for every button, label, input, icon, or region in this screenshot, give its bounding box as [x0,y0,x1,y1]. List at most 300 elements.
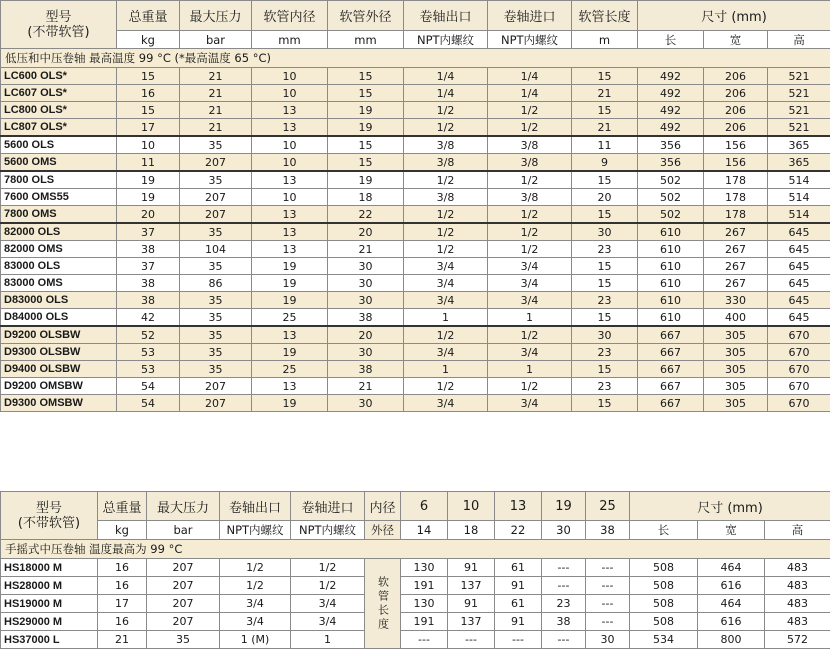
value-cell: 207 [180,154,252,172]
value-cell: 17 [117,119,180,137]
value-cell: --- [542,577,586,595]
inlet-header: 卷轴进口 [291,492,365,521]
unit-cell: NPT内螺纹 [404,31,488,49]
value-cell: 365 [768,136,830,154]
value-cell: 35 [180,171,252,189]
value-cell: 13 [252,378,328,395]
value-cell: 207 [147,577,220,595]
id-size-10: 10 [448,492,495,521]
value-cell: 35 [180,292,252,309]
value-cell: 1/2 [220,577,291,595]
value-cell: 670 [768,361,830,378]
value-cell: 21 [572,85,638,102]
value-cell: 492 [638,119,704,137]
value-cell: 610 [638,223,704,241]
value-cell: 521 [768,68,830,85]
value-cell: 1/2 [404,378,488,395]
value-cell: 15 [572,395,638,412]
section-label: 低压和中压卷轴 最高温度 99 °C (*最高温度 65 °C) [1,49,830,68]
value-cell: 17 [98,595,147,613]
value-cell: 645 [768,292,830,309]
value-cell: 1/4 [488,85,572,102]
value-cell: 1/2 [404,326,488,344]
value-cell: 1/2 [404,102,488,119]
value-cell: 514 [768,171,830,189]
pressure-header: 最大压力 [147,492,220,521]
value-cell: 1 [291,631,365,649]
value-cell: 207 [180,395,252,412]
value-cell: 3/8 [488,189,572,206]
value-cell: 35 [180,309,252,327]
table-row [1,189,830,206]
value-cell: 20 [572,189,638,206]
value-cell: 13 [252,326,328,344]
table-row [1,378,830,395]
table-row [1,223,830,241]
od-size-22: 22 [495,521,542,540]
value-cell: 1/2 [488,206,572,224]
model-cell: 5600 OLS [1,136,117,154]
value-cell: 10 [252,68,328,85]
value-cell: 206 [704,119,768,137]
value-cell: 104 [180,241,252,258]
model-cell: LC607 OLS* [1,85,117,102]
value-cell: 1/2 [488,241,572,258]
value-cell: 667 [638,395,704,412]
value-cell: 16 [98,559,147,577]
value-cell: --- [586,595,630,613]
units-row [1,521,830,540]
value-cell: 21 [98,631,147,649]
value-cell: 30 [328,395,404,412]
value-cell: 15 [572,102,638,119]
dimensions-header: 尺寸 (mm) [638,1,830,31]
table-row [1,577,830,595]
table-row [1,68,830,85]
unit-cell: m [572,31,638,49]
value-cell: 616 [698,613,765,631]
value-cell: 1/2 [220,559,291,577]
value-cell: 464 [698,559,765,577]
value-cell: 30 [572,223,638,241]
value-cell: 1/4 [404,68,488,85]
value-cell: 21 [328,378,404,395]
value-cell: 508 [630,595,698,613]
value-cell: 305 [704,378,768,395]
value-cell: 206 [704,102,768,119]
value-cell: 38 [542,613,586,631]
value-cell: 207 [147,595,220,613]
table-row [1,241,830,258]
value-cell: 178 [704,189,768,206]
table-row [1,136,830,154]
unit-cell: bar [147,521,220,540]
dimensions-header: 尺寸 (mm) [630,492,830,521]
id-size-13: 13 [495,492,542,521]
value-cell: 1 [488,361,572,378]
value-cell: 91 [495,577,542,595]
id-size-19: 19 [542,492,586,521]
value-cell: 21 [180,85,252,102]
model-cell: 7800 OLS [1,171,117,189]
value-cell: 38 [117,241,180,258]
value-cell: 19 [328,171,404,189]
value-cell: 1/2 [404,119,488,137]
value-cell: --- [586,577,630,595]
value-cell: 137 [448,577,495,595]
value-cell: 508 [630,613,698,631]
model-cell: 7600 OMS55 [1,189,117,206]
unit-cell: kg [98,521,147,540]
hose-od-header: 软管外径 [328,1,404,31]
value-cell: 1/4 [404,85,488,102]
value-cell: 610 [638,275,704,292]
value-cell: 178 [704,171,768,189]
value-cell: 206 [704,85,768,102]
value-cell: 521 [768,85,830,102]
unit-cell: 长 [630,521,698,540]
table-row [1,309,830,327]
value-cell: 35 [180,258,252,275]
header-row [1,1,830,31]
value-cell: 30 [586,631,630,649]
model-cell: 83000 OLS [1,258,117,275]
value-cell: 21 [572,119,638,137]
value-cell: 3/4 [488,344,572,361]
value-cell: 206 [704,68,768,85]
value-cell: 3/4 [404,344,488,361]
value-cell: 483 [765,577,830,595]
model-cell: D84000 OLS [1,309,117,327]
value-cell: 23 [542,595,586,613]
value-cell: 91 [495,613,542,631]
value-cell: 19 [252,258,328,275]
value-cell: 13 [252,171,328,189]
value-cell: 267 [704,275,768,292]
value-cell: 15 [572,206,638,224]
unit-cell: NPT内螺纹 [291,521,365,540]
unit-cell: 宽 [698,521,765,540]
value-cell: 15 [117,68,180,85]
value-cell: 61 [495,595,542,613]
value-cell: 15 [328,136,404,154]
value-cell: 10 [252,154,328,172]
value-cell: 645 [768,275,830,292]
table-row [1,206,830,224]
value-cell: 645 [768,241,830,258]
value-cell: 3/4 [220,595,291,613]
value-cell: 521 [768,119,830,137]
model-cell: LC807 OLS* [1,119,117,137]
value-cell: 191 [401,577,448,595]
value-cell: 15 [117,102,180,119]
value-cell: 137 [448,613,495,631]
value-cell: 305 [704,395,768,412]
unit-cell: 宽 [704,31,768,49]
value-cell: 3/8 [404,189,488,206]
value-cell: 3/4 [404,275,488,292]
value-cell: 20 [117,206,180,224]
value-cell: 3/8 [404,136,488,154]
value-cell: 207 [147,559,220,577]
value-cell: 42 [117,309,180,327]
value-cell: 19 [252,292,328,309]
value-cell: --- [586,613,630,631]
unit-cell: 高 [768,31,830,49]
pressure-header: 最大压力 [180,1,252,31]
value-cell: --- [448,631,495,649]
value-cell: 19 [252,275,328,292]
value-cell: 19 [117,189,180,206]
value-cell: 305 [704,344,768,361]
value-cell: 30 [572,326,638,344]
value-cell: 15 [328,85,404,102]
value-cell: 514 [768,189,830,206]
value-cell: 670 [768,395,830,412]
outer-diameter-header: 外径 [365,521,401,540]
value-cell: 3/4 [291,595,365,613]
value-cell: 502 [638,189,704,206]
model-cell: D83000 OLS [1,292,117,309]
value-cell: --- [542,631,586,649]
od-size-14: 14 [401,521,448,540]
value-cell: 492 [638,102,704,119]
value-cell: 11 [572,136,638,154]
table-row [1,154,830,172]
value-cell: 10 [252,85,328,102]
value-cell: 502 [638,206,704,224]
value-cell: 267 [704,258,768,275]
value-cell: 15 [572,258,638,275]
value-cell: 19 [328,119,404,137]
value-cell: 1 [488,309,572,327]
value-cell: 365 [768,154,830,172]
model-cell: 82000 OMS [1,241,117,258]
value-cell: 667 [638,378,704,395]
model-cell: HS28000 M [1,577,98,595]
unit-cell: mm [328,31,404,49]
value-cell: 19 [252,395,328,412]
value-cell: 492 [638,85,704,102]
value-cell: 267 [704,223,768,241]
model-header: 型号 (不带软管) [1,1,117,49]
value-cell: 356 [638,136,704,154]
value-cell: 38 [328,309,404,327]
value-cell: 10 [252,189,328,206]
value-cell: 19 [117,171,180,189]
value-cell: 207 [180,378,252,395]
value-cell: 207 [180,206,252,224]
unit-cell: mm [252,31,328,49]
value-cell: 1/2 [488,119,572,137]
value-cell: 178 [704,206,768,224]
value-cell: 16 [98,613,147,631]
value-cell: 670 [768,378,830,395]
value-cell: 610 [638,309,704,327]
value-cell: 330 [704,292,768,309]
value-cell: 35 [180,326,252,344]
model-header: 型号 (不带软管) [1,492,98,540]
value-cell: 356 [638,154,704,172]
value-cell: 54 [117,395,180,412]
value-cell: 19 [328,102,404,119]
value-cell: 667 [638,361,704,378]
value-cell: 1 [404,361,488,378]
value-cell: 207 [180,189,252,206]
value-cell: 508 [630,577,698,595]
value-cell: 37 [117,258,180,275]
value-cell: 670 [768,326,830,344]
value-cell: 400 [704,309,768,327]
unit-cell: NPT内螺纹 [488,31,572,49]
value-cell: 1/2 [488,378,572,395]
value-cell: 11 [117,154,180,172]
value-cell: 38 [328,361,404,378]
model-cell: HS19000 M [1,595,98,613]
table-row [1,171,830,189]
table-row [1,344,830,361]
table-body [1,559,830,649]
unit-cell: 长 [638,31,704,49]
value-cell: 13 [252,241,328,258]
value-cell: 1/2 [488,171,572,189]
table-row [1,85,830,102]
model-cell: HS29000 M [1,613,98,631]
value-cell: 667 [638,344,704,361]
table-row [1,361,830,378]
table-row [1,613,830,631]
value-cell: 23 [572,241,638,258]
value-cell: 305 [704,361,768,378]
value-cell: 53 [117,361,180,378]
value-cell: 1/2 [291,577,365,595]
value-cell: 25 [252,309,328,327]
value-cell: 20 [328,326,404,344]
value-cell: 1/2 [291,559,365,577]
value-cell: 16 [117,85,180,102]
value-cell: 534 [630,631,698,649]
unit-cell: kg [117,31,180,49]
value-cell: 38 [117,275,180,292]
value-cell: 10 [252,136,328,154]
table-row [1,631,830,649]
value-cell: 91 [448,559,495,577]
model-cell: D9300 OMSBW [1,395,117,412]
value-cell: 130 [401,559,448,577]
value-cell: 20 [328,223,404,241]
value-cell: 645 [768,258,830,275]
value-cell: 15 [328,68,404,85]
table-row [1,559,830,577]
value-cell: 22 [328,206,404,224]
inlet-header: 卷轴进口 [488,1,572,31]
model-cell: 83000 OMS [1,275,117,292]
value-cell: 23 [572,292,638,309]
hose-length-vertical-label: 软管长度 [365,559,401,649]
reel-spec-table-hand-crank [0,491,830,649]
value-cell: 35 [180,223,252,241]
value-cell: --- [495,631,542,649]
value-cell: --- [586,559,630,577]
model-cell: D9200 OMSBW [1,378,117,395]
value-cell: --- [401,631,448,649]
value-cell: 130 [401,595,448,613]
value-cell: 483 [765,559,830,577]
value-cell: 156 [704,136,768,154]
value-cell: --- [542,559,586,577]
hose-id-header: 软管内径 [252,1,328,31]
value-cell: 1/2 [404,206,488,224]
value-cell: 1/2 [488,102,572,119]
value-cell: 37 [117,223,180,241]
value-cell: 3/4 [404,292,488,309]
value-cell: 15 [572,309,638,327]
value-cell: 3/4 [488,258,572,275]
value-cell: 13 [252,223,328,241]
value-cell: 13 [252,119,328,137]
value-cell: 3/4 [291,613,365,631]
model-cell: 5600 OMS [1,154,117,172]
value-cell: 18 [328,189,404,206]
value-cell: 91 [448,595,495,613]
value-cell: 667 [638,326,704,344]
value-cell: 21 [180,102,252,119]
value-cell: 30 [328,275,404,292]
value-cell: 508 [630,559,698,577]
table-row [1,258,830,275]
model-cell: HS18000 M [1,559,98,577]
unit-cell: 高 [765,521,830,540]
value-cell: 483 [765,613,830,631]
section-label: 手摇式中压卷轴 温度最高为 99 °C [1,540,830,559]
id-size-6: 6 [401,492,448,521]
table-row [1,326,830,344]
value-cell: 19 [252,344,328,361]
value-cell: 670 [768,344,830,361]
value-cell: 1/2 [488,223,572,241]
model-cell: D9400 OLSBW [1,361,117,378]
value-cell: 3/4 [404,258,488,275]
value-cell: 10 [117,136,180,154]
value-cell: 15 [328,154,404,172]
value-cell: 1/4 [488,68,572,85]
model-cell: 82000 OLS [1,223,117,241]
value-cell: 30 [328,344,404,361]
value-cell: 502 [638,171,704,189]
value-cell: 1/2 [404,241,488,258]
value-cell: 3/8 [488,136,572,154]
value-cell: 521 [768,102,830,119]
od-size-18: 18 [448,521,495,540]
value-cell: 23 [572,378,638,395]
value-cell: 35 [180,361,252,378]
value-cell: 15 [572,171,638,189]
table-row [1,119,830,137]
value-cell: 15 [572,361,638,378]
od-size-30: 30 [542,521,586,540]
weight-header: 总重量 [117,1,180,31]
value-cell: 492 [638,68,704,85]
value-cell: 156 [704,154,768,172]
table-row [1,102,830,119]
value-cell: 16 [98,577,147,595]
value-cell: 267 [704,241,768,258]
value-cell: 645 [768,223,830,241]
table-row [1,395,830,412]
value-cell: 616 [698,577,765,595]
value-cell: 610 [638,258,704,275]
units-row [1,31,830,49]
